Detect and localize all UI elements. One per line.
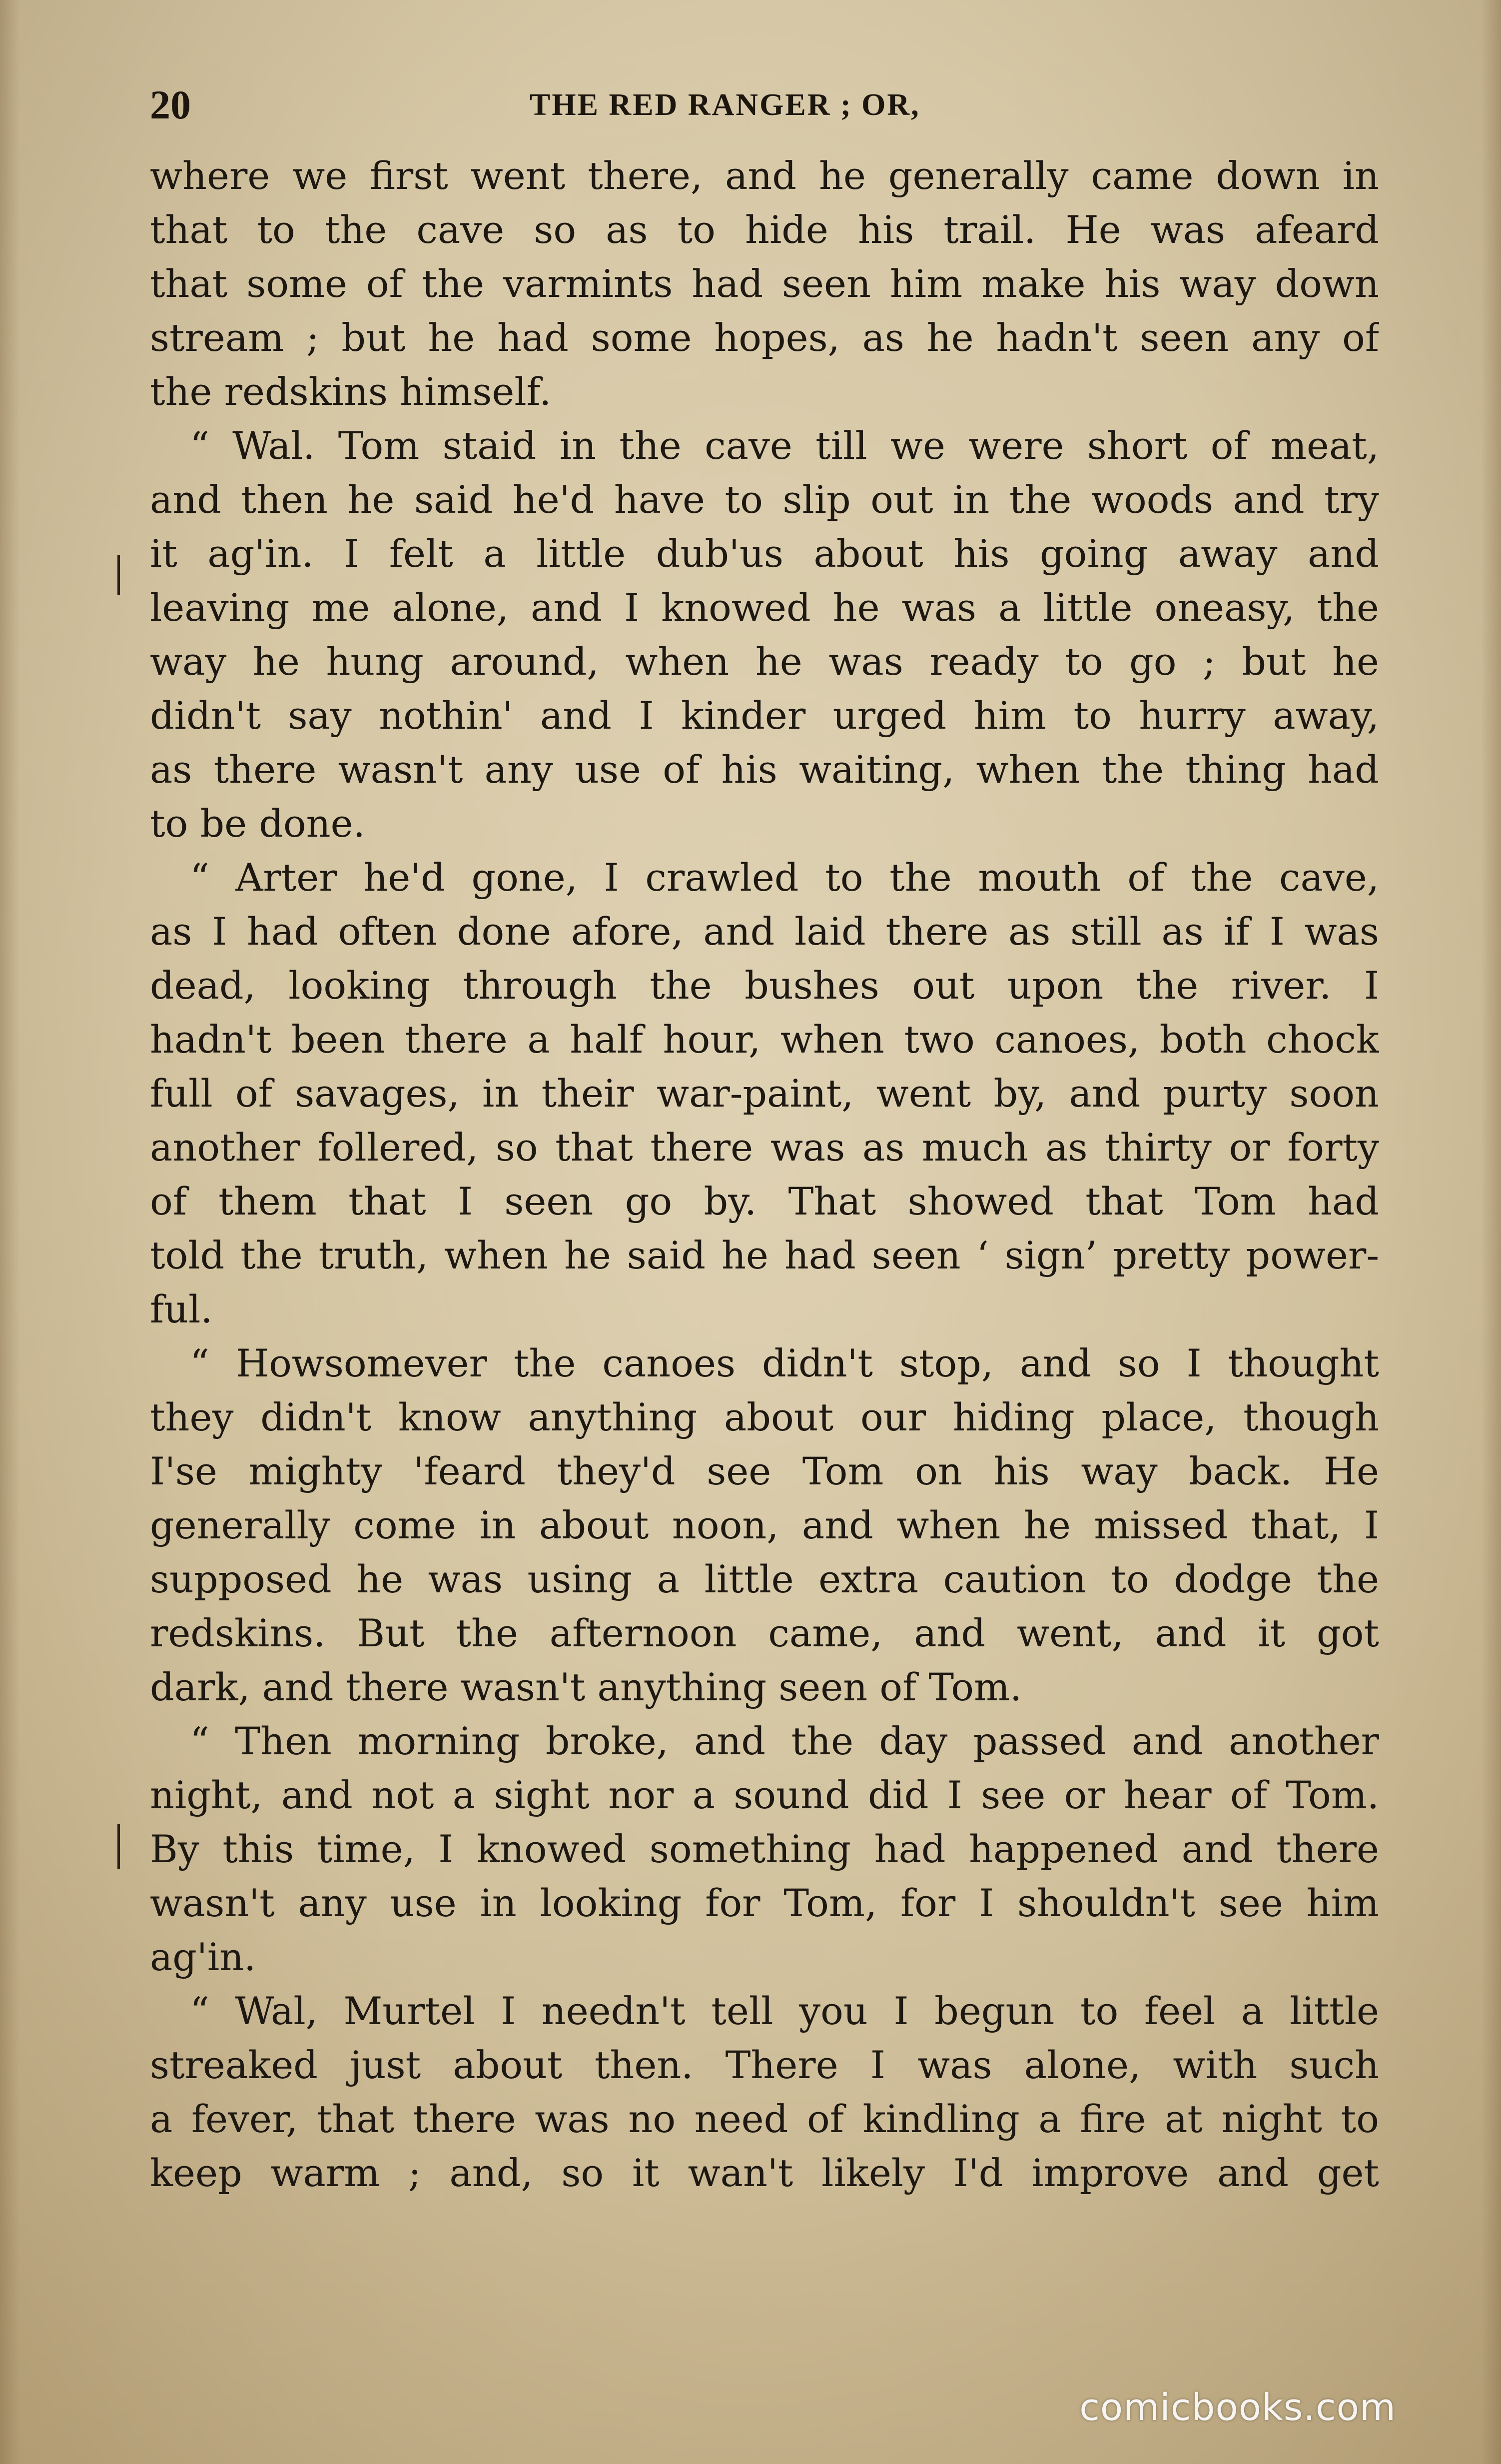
text-line: ful. xyxy=(150,1287,213,1331)
text-line: keep warm ; and, so it wan't likely I'd improve and get xyxy=(150,2151,1379,2195)
text-line: supposed he was using a little extra caution to dodge the xyxy=(150,1557,1379,1601)
text-line: as I had often done afore, and laid there as still as if I was xyxy=(150,909,1379,954)
text-line: a fever, that there was no need of kindling a fire at night to xyxy=(150,2097,1379,2141)
text-line: that some of the varmints had seen him make his way down xyxy=(150,261,1379,306)
page-edge-shadow-left xyxy=(0,0,20,2464)
text-line: I'se mighty 'feard they'd see Tom on his way back. He xyxy=(150,1449,1379,1493)
text-line: streaked just about then. There I was alone, with such xyxy=(150,2043,1379,2087)
text-line: they didn't know anything about our hiding place, though xyxy=(150,1395,1379,1439)
page-edge-shadow-right xyxy=(1481,0,1501,2464)
text-line: “ Then morning broke, and the day passed and another xyxy=(190,1719,1379,1763)
watermark: comicbooks.com xyxy=(1079,2386,1396,2429)
text-line: and then he said he'd have to slip out in the woods and try xyxy=(150,477,1379,522)
text-line: that to the cave so as to hide his trail. He was afeard xyxy=(150,207,1379,252)
text-line: didn't say nothin' and I kinder urged him to hurry away, xyxy=(150,693,1379,738)
text-line: By this time, I knowed something had happened and there xyxy=(150,1827,1379,1871)
margin-mark xyxy=(117,555,120,595)
text-line: stream ; but he had some hopes, as he hadn't seen any of xyxy=(150,315,1379,360)
margin-mark xyxy=(117,1824,120,1869)
text-line: told the truth, when he said he had seen ‘ sign’ pretty power- xyxy=(150,1233,1379,1277)
page-header xyxy=(150,75,1389,135)
text-line: ag'in. xyxy=(150,1935,256,1979)
running-head: THE RED RANGER ; OR, xyxy=(530,88,920,122)
text-line: leaving me alone, and I knowed he was a little oneasy, the xyxy=(150,585,1379,630)
text-line: generally come in about noon, and when he missed that, I xyxy=(150,1503,1379,1547)
text-line: “ Arter he'd gone, I crawled to the mouth of the cave, xyxy=(190,855,1379,900)
text-line: as there wasn't any use of his waiting, when the thing had xyxy=(150,747,1379,792)
text-line: it ag'in. I felt a little dub'us about his going away and xyxy=(150,531,1379,576)
text-line: dead, looking through the bushes out upon the river. I xyxy=(150,963,1379,1008)
text-line: the redskins himself. xyxy=(150,369,552,414)
text-line: redskins. But the afternoon came, and went, and it got xyxy=(150,1611,1379,1655)
text-line: “ Wal, Murtel I needn't tell you I begun to feel a little xyxy=(190,1989,1379,2033)
text-line: where we first went there, and he generally came down in xyxy=(150,153,1379,198)
text-line: way he hung around, when he was ready to go ; but he xyxy=(150,639,1379,684)
text-line: full of savages, in their war-paint, went by, and purty soon xyxy=(150,1071,1379,1116)
text-line: another follered, so that there was as much as thirty or forty xyxy=(150,1125,1379,1170)
text-line: night, and not a sight nor a sound did I see or hear of Tom. xyxy=(150,1773,1379,1817)
body-text xyxy=(150,149,1379,2200)
text-line: wasn't any use in looking for Tom, for I shouldn't see him xyxy=(150,1881,1379,1925)
text-line: dark, and there wasn't anything seen of Tom. xyxy=(150,1665,1022,1709)
page-number: 20 xyxy=(150,82,191,127)
text-line: of them that I seen go by. That showed that Tom had xyxy=(150,1179,1379,1224)
text-line: “ Howsomever the canoes didn't stop, and so I thought xyxy=(190,1341,1379,1385)
text-line: “ Wal. Tom staid in the cave till we were short of meat, xyxy=(190,423,1379,468)
text-line: hadn't been there a half hour, when two canoes, both chock xyxy=(150,1017,1379,1062)
text-line: to be done. xyxy=(150,801,365,846)
